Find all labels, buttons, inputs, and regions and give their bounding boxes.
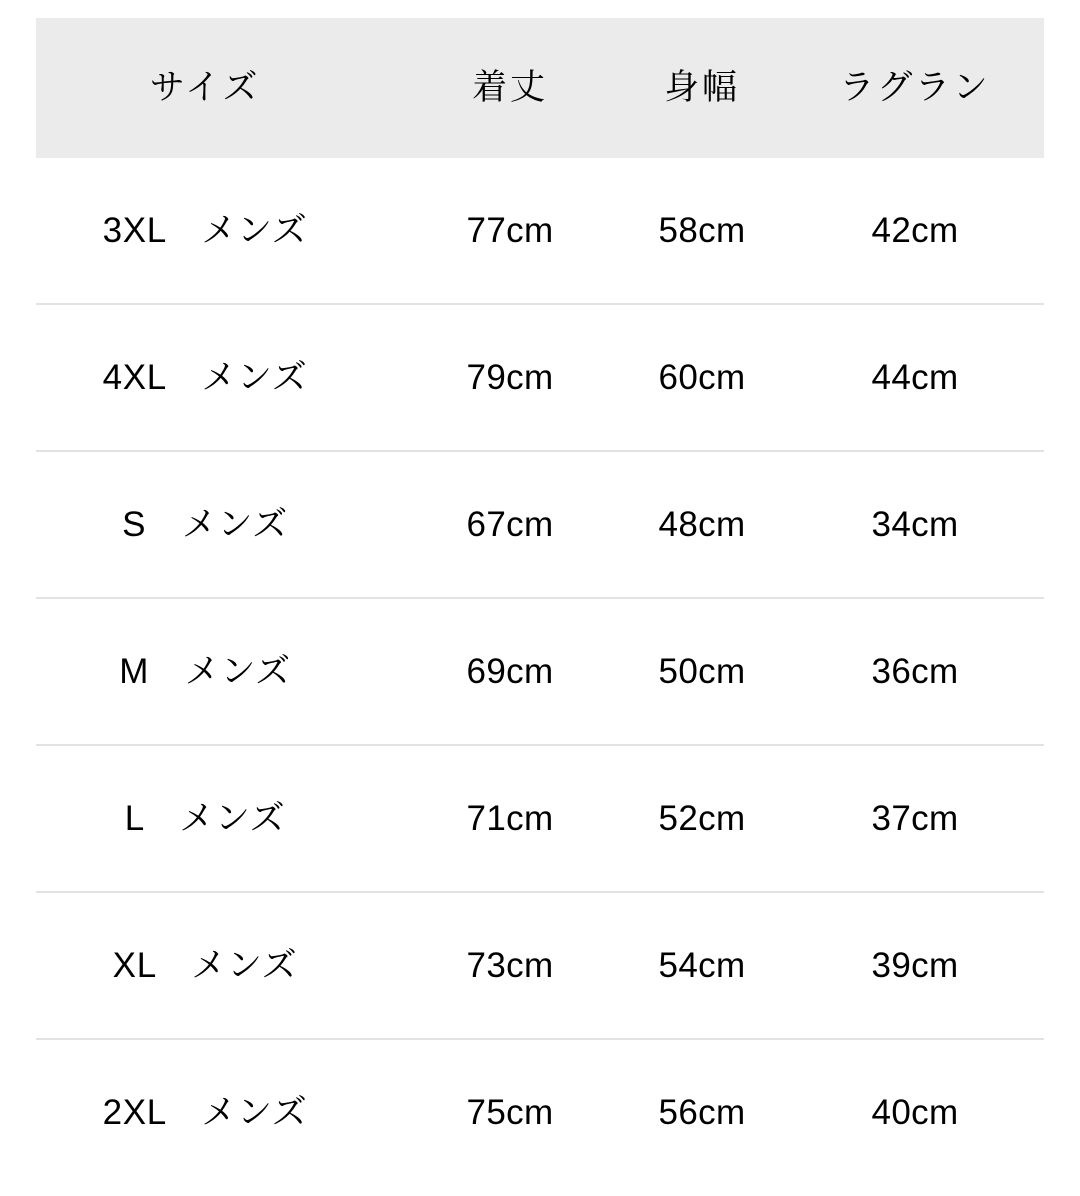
cell-width: 56cm bbox=[606, 1039, 798, 1185]
table-row bbox=[36, 158, 1044, 304]
cell-raglan: 40cm bbox=[798, 1039, 1044, 1185]
cell-size: 4XL メンズ bbox=[36, 304, 414, 451]
table-header-row bbox=[36, 18, 1044, 158]
cell-size: 2XL メンズ bbox=[36, 1039, 414, 1185]
table-row bbox=[36, 451, 1044, 598]
column-header-raglan: ラグラン bbox=[798, 18, 1044, 158]
cell-size: S メンズ bbox=[36, 451, 414, 598]
column-header-length: 着丈 bbox=[414, 18, 606, 158]
size-chart-table bbox=[36, 18, 1044, 1185]
table-row bbox=[36, 1039, 1044, 1185]
cell-length: 69cm bbox=[414, 598, 606, 745]
column-header-size: サイズ bbox=[36, 18, 414, 158]
cell-width: 50cm bbox=[606, 598, 798, 745]
cell-width: 60cm bbox=[606, 304, 798, 451]
cell-width: 58cm bbox=[658, 210, 746, 250]
table-row bbox=[36, 745, 1044, 892]
cell-raglan: 37cm bbox=[798, 745, 1044, 892]
cell-width: 54cm bbox=[606, 892, 798, 1039]
cell-length: 77cm bbox=[466, 210, 554, 250]
cell-raglan: 34cm bbox=[798, 451, 1044, 598]
cell-length: 75cm bbox=[414, 1039, 606, 1185]
cell-size: XL メンズ bbox=[36, 892, 414, 1039]
cell-length: 79cm bbox=[414, 304, 606, 451]
cell-raglan: 42cm bbox=[871, 210, 959, 250]
table-body bbox=[36, 158, 1044, 1185]
column-header-width: 身幅 bbox=[606, 18, 798, 158]
cell-width: 52cm bbox=[606, 745, 798, 892]
table-row bbox=[36, 598, 1044, 745]
cell-raglan: 36cm bbox=[798, 598, 1044, 745]
table-row bbox=[36, 304, 1044, 451]
table-row bbox=[36, 892, 1044, 1039]
cell-length: 73cm bbox=[414, 892, 606, 1039]
cell-raglan: 39cm bbox=[798, 892, 1044, 1039]
cell-size: 3XL メンズ bbox=[102, 210, 308, 250]
cell-size: L メンズ bbox=[36, 745, 414, 892]
cell-size: M メンズ bbox=[36, 598, 414, 745]
cell-length: 71cm bbox=[414, 745, 606, 892]
cell-width: 48cm bbox=[606, 451, 798, 598]
table-header bbox=[36, 18, 1044, 158]
cell-length: 67cm bbox=[414, 451, 606, 598]
cell-raglan: 44cm bbox=[798, 304, 1044, 451]
